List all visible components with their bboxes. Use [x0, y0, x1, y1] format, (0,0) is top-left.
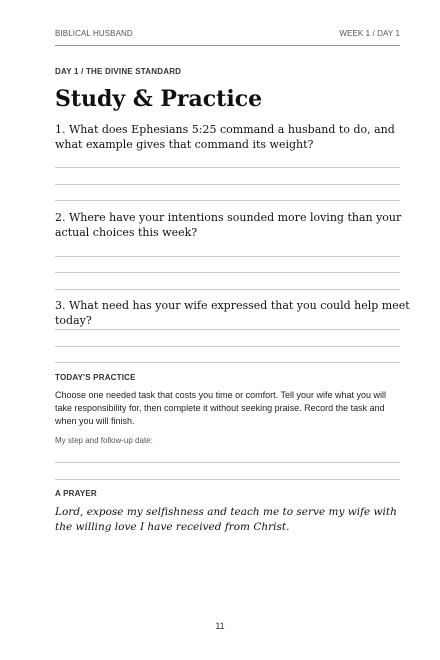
header-week-day: WEEK 1 / DAY 1 — [339, 29, 400, 38]
header-divider — [55, 45, 400, 46]
answer-line[interactable] — [55, 329, 400, 330]
answer-line[interactable] — [55, 289, 400, 290]
question-2: 2. Where have your intentions sounded more loving than your actual choices this week? — [55, 211, 402, 239]
header-book-title: BIBLICAL HUSBAND — [55, 29, 133, 38]
answer-line[interactable] — [55, 200, 400, 201]
answer-line[interactable] — [55, 184, 400, 185]
prayer-heading: A PRAYER — [55, 489, 97, 498]
page-title: Study & Practice — [55, 86, 263, 112]
page-number: 11 — [215, 621, 225, 631]
answer-line[interactable] — [55, 272, 400, 273]
question-1: 1. What does Ephesians 5:25 command a husband to do, and what example gives that command its weight? — [55, 123, 395, 151]
practice-instructions: Choose one needed task that costs you time or comfort. Tell your wife what you will take responsibility for, then complete it without seeking praise. Record the task and when you will finish. — [55, 390, 386, 426]
day-section-label: DAY 1 / THE DIVINE STANDARD — [55, 67, 182, 76]
answer-line[interactable] — [55, 479, 400, 480]
answer-line[interactable] — [55, 256, 400, 257]
answer-line[interactable] — [55, 346, 400, 347]
answer-line[interactable] — [55, 362, 400, 363]
step-label: My step and follow-up date: — [55, 436, 153, 445]
prayer-text: Lord, expose my selfishness and teach me to serve my wife with the willing love I have received from Christ. — [55, 506, 397, 533]
practice-heading: TODAY'S PRACTICE — [55, 373, 136, 382]
answer-line[interactable] — [55, 462, 400, 463]
question-3: 3. What need has your wife expressed that you could help meet today? — [55, 299, 410, 327]
answer-line[interactable] — [55, 167, 400, 168]
running-header — [55, 29, 400, 38]
